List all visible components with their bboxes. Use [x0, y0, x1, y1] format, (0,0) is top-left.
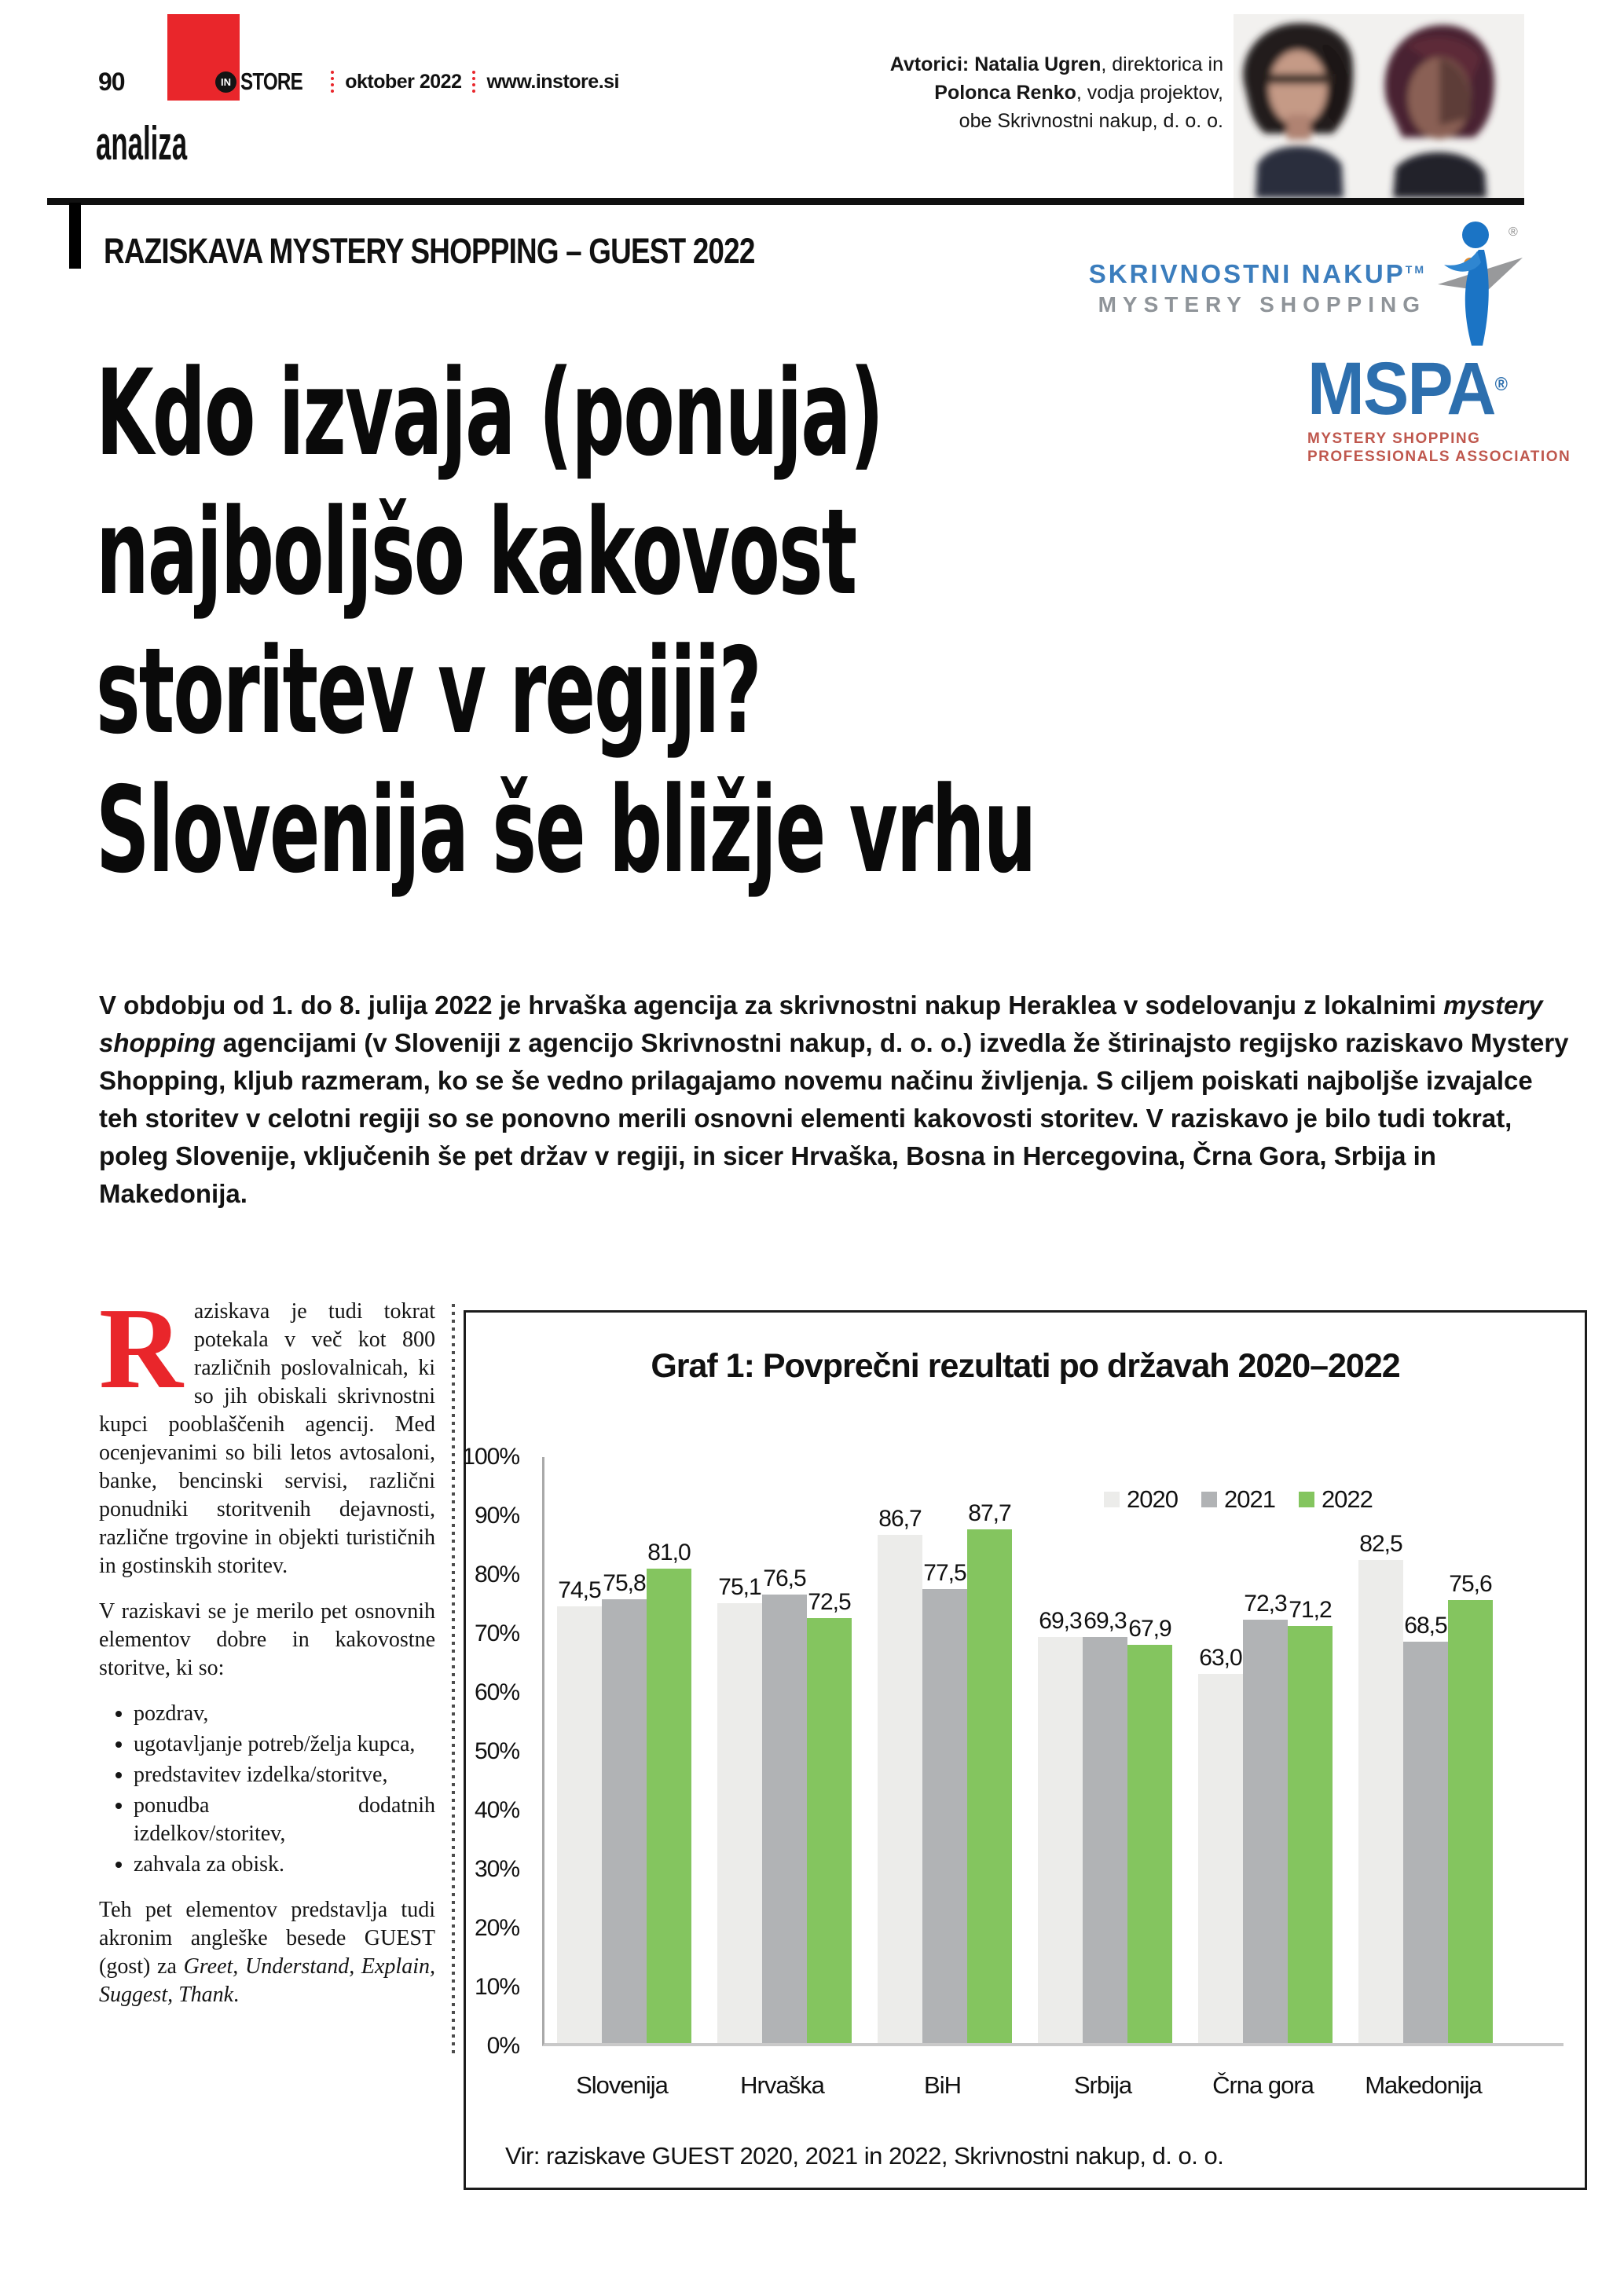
chart-container — [464, 1310, 1587, 2190]
bar-group-Srbija — [1038, 1457, 1172, 2043]
bullet-item: • pozdrav, — [134, 1700, 435, 1728]
y-tick-label: 70% — [474, 1620, 519, 1646]
bar-wrap — [1083, 1457, 1127, 2043]
authors-line-1: Avtorici: Natalia Ugren, direktorica in — [889, 53, 1223, 75]
bar-2020-Srbija — [1038, 1637, 1083, 2043]
chart-source: Vir: raziskave GUEST 2020, 2021 in 2022, Skrivnostni nakup, d. o. o. — [505, 2142, 1224, 2170]
bar-2020-Črna gora — [1198, 1674, 1243, 2043]
bullet-list — [99, 1700, 435, 1879]
chart-title: Graf 1: Povprečni rezultati po državah 2020–2022 — [651, 1347, 1400, 1385]
website-url: www.instore.si — [486, 70, 619, 93]
kicker-text: RAZISKAVA MYSTERY SHOPPING – GUEST 2022 — [104, 231, 755, 271]
registered-mark: ® — [1509, 225, 1518, 239]
bar-value-label: 69,3 — [1083, 1608, 1127, 1635]
category-labels — [542, 2071, 1564, 2100]
bullet-item: • ponudba dodatnih izdelkov/storitev, — [134, 1792, 435, 1848]
mspa-logo-name: MSPA® — [1307, 347, 1508, 430]
bar-wrap — [717, 1457, 762, 2043]
store-logo-text: STORE — [240, 68, 302, 95]
bar-2022-Hrvaška — [807, 1618, 852, 2043]
headline-line-3: storitev v regiji? — [96, 622, 761, 760]
bar-value-label: 72,3 — [1244, 1590, 1287, 1617]
bar-2022-Slovenija — [647, 1569, 691, 2043]
bar-2021-Srbija — [1083, 1637, 1127, 2043]
bar-2021-Hrvaška — [762, 1595, 807, 2043]
lead-paragraph: V obdobju od 1. do 8. julija 2022 je hrvaška agencija za skrivnostni nakup Heraklea v sodelovanju z lokalnimi mystery shopping agencijami (v Sloveniji z agencijo Skrivnostni nakup, d. o. o.) izvedla že štirinajsto regijsko raziskavo Mystery Shopping, kljub razmeram, ko se še vedno prilagajamo novemu načinu življenja. S ciljem poiskati najboljše izvajalce teh storitev v celotni regiji so se ponovno merili osnovni elementi kakovosti storitev. V raziskavo je bilo tudi tokrat, poleg Slovenije, vključenih še pet držav v regiji, in sicer Hrvaška, Bosna in Hercegovina, Črna Gora, Srbija in Makedonija. — [99, 991, 1569, 1208]
skrivnostni-nakup-logo-line2: MYSTERY SHOPPING — [1098, 292, 1426, 317]
bar-2020-BiH — [878, 1535, 922, 2043]
bar-wrap — [1243, 1457, 1288, 2043]
bar-value-label: 74,5 — [558, 1577, 601, 1604]
section-title: analiza — [96, 117, 188, 170]
body-paragraph-3: Teh pet elementov predstavlja tudi akronim angleške besede GUEST (gost) za Greet, Understand, Explain, Suggest, Thank. — [99, 1898, 435, 2007]
bar-2020-Makedonija — [1358, 1560, 1403, 2043]
legend-label: 2020 — [1127, 1485, 1178, 1513]
y-tick-label: 40% — [474, 1797, 519, 1823]
bar-group-Hrvaška — [717, 1457, 852, 2043]
bar-value-label: 76,5 — [763, 1565, 806, 1592]
bar-group-Makedonija — [1358, 1457, 1493, 2043]
y-tick-label: 0% — [486, 2033, 519, 2059]
bar-2021-Makedonija — [1403, 1642, 1448, 2043]
bar-group-Slovenija — [557, 1457, 691, 2043]
bar-2022-Makedonija — [1448, 1600, 1493, 2043]
bar-value-label: 77,5 — [923, 1559, 966, 1586]
bar-value-label: 87,7 — [968, 1500, 1011, 1526]
bar-value-label: 71,2 — [1289, 1596, 1332, 1623]
bar-wrap — [1288, 1457, 1333, 2043]
column-dotted-divider — [452, 1304, 455, 2058]
mspa-logo — [1307, 347, 1606, 466]
legend-label: 2022 — [1321, 1485, 1373, 1513]
bar-wrap — [878, 1457, 922, 2043]
y-axis-labels — [462, 1444, 532, 2059]
mspa-logo-subtitle: MYSTERY SHOPPING PROFESSIONALS ASSOCIATION — [1307, 430, 1571, 465]
bar-wrap — [1403, 1457, 1448, 2043]
headline-line-4: Slovenija še bližje vrhu — [96, 761, 1036, 899]
dotted-separator — [472, 71, 475, 93]
bar-2020-Slovenija — [557, 1606, 602, 2043]
bar-wrap — [1448, 1457, 1493, 2043]
headline-line-1: Kdo izvaja (ponuja) — [96, 344, 883, 482]
bar-value-label: 75,1 — [718, 1573, 761, 1600]
category-label: Črna gora — [1212, 2071, 1314, 2099]
y-tick-label: 10% — [474, 1974, 519, 2000]
bar-2021-BiH — [922, 1589, 967, 2043]
bar-wrap — [1038, 1457, 1083, 2043]
bar-value-label: 81,0 — [647, 1539, 691, 1565]
bar-2020-Hrvaška — [717, 1603, 762, 2043]
article-headline — [96, 344, 1036, 900]
y-tick-label: 20% — [474, 1915, 519, 1941]
bar-wrap — [1127, 1457, 1172, 2043]
bar-2022-Srbija — [1127, 1645, 1172, 2043]
bar-value-label: 72,5 — [808, 1589, 851, 1616]
registered-mark: ® — [1494, 374, 1508, 395]
body-paragraph-1: Raziskava je tudi tokrat potekala v več kot 800 različnih poslovalnicah, ki so jih obiskali skrivnostni kupci pooblaščenih agencij. Med ocenjevanimi so bili letos avtosaloni, banke, bencinski servisi, različni ponudniki storitvenih dejavnosti, različne trgovine in objekti turističnih in gostinskih storitev. — [99, 1284, 435, 1578]
bar-wrap — [967, 1457, 1012, 2043]
bar-group-BiH — [878, 1457, 1012, 2043]
authors-photo — [1234, 14, 1524, 198]
skrivnostni-nakup-logo-line1: SKRIVNOSTNI NAKUP™ — [1088, 259, 1426, 288]
y-tick-label: 90% — [474, 1503, 519, 1529]
bar-value-label: 82,5 — [1359, 1530, 1402, 1557]
bar-2021-Slovenija — [602, 1599, 647, 2043]
in-logo-disc: IN — [215, 71, 236, 93]
y-tick-label: 50% — [474, 1738, 519, 1764]
bar-wrap — [557, 1457, 602, 2043]
category-label: Slovenija — [576, 2071, 668, 2099]
kicker-bar — [69, 203, 81, 269]
bar-value-label: 75,8 — [603, 1569, 646, 1596]
bar-value-label: 63,0 — [1199, 1645, 1242, 1672]
bar-value-label: 67,9 — [1128, 1616, 1171, 1642]
bullet-item: • zahvala za obisk. — [134, 1851, 435, 1879]
y-tick-label: 60% — [474, 1679, 519, 1705]
y-tick-label: 100% — [462, 1444, 519, 1470]
legend-label: 2021 — [1223, 1485, 1275, 1513]
lead-italic: mystery shopping — [99, 991, 1543, 1057]
category-label: Srbija — [1073, 2071, 1132, 2099]
skrivnostni-nakup-logo — [1021, 259, 1426, 317]
category-label: Hrvaška — [740, 2071, 824, 2099]
bar-2022-BiH — [967, 1529, 1012, 2043]
bar-2022-Črna gora — [1288, 1626, 1333, 2043]
bar-wrap — [647, 1457, 691, 2043]
bar-2021-Črna gora — [1243, 1620, 1288, 2043]
bar-wrap — [762, 1457, 807, 2043]
masthead — [215, 69, 619, 94]
body-paragraph-2: V raziskavi se je merilo pet osnovnih elementov dobre in kakovostne storitve, ki so: — [99, 1599, 435, 1680]
skrivnostni-figure-icon — [1432, 215, 1524, 347]
body-column — [99, 1284, 435, 2027]
authors-line-3: obe Skrivnostni nakup, d. o. o. — [959, 110, 1223, 132]
bar-wrap — [1198, 1457, 1243, 2043]
authors-line-2: Polonca Renko, vodja projektov, — [934, 82, 1223, 104]
bar-value-label: 68,5 — [1404, 1613, 1447, 1639]
header-rule — [47, 198, 1524, 205]
issue-date: oktober 2022 — [345, 70, 462, 93]
y-tick-label: 30% — [474, 1856, 519, 1882]
bar-group-Črna gora — [1198, 1457, 1333, 2043]
category-label: BiH — [924, 2071, 961, 2099]
category-label: Makedonija — [1365, 2071, 1482, 2099]
bar-wrap — [1358, 1457, 1403, 2043]
bar-value-label: 86,7 — [878, 1506, 922, 1532]
y-tick-label: 80% — [474, 1562, 519, 1587]
drop-cap: R — [99, 1284, 183, 1413]
bar-value-label: 69,3 — [1039, 1608, 1082, 1635]
dotted-separator — [331, 71, 334, 93]
bullet-item: • predstavitev izdelka/storitve, — [134, 1761, 435, 1789]
bar-wrap — [602, 1457, 647, 2043]
bar-wrap — [922, 1457, 967, 2043]
tm-mark: TM — [1405, 263, 1426, 276]
bullet-item: • ugotavljanje potreb/želja kupca, — [134, 1730, 435, 1759]
bar-value-label: 75,6 — [1449, 1571, 1492, 1598]
guest-acronym-italic: Greet, Understand, Explain, Suggest, Thank — [99, 1954, 435, 2007]
bar-wrap — [807, 1457, 852, 2043]
headline-line-2: najboljšo kakovost — [96, 483, 856, 621]
plot-groups — [542, 1457, 1564, 2046]
page-number: 90 — [98, 68, 125, 96]
authors-block — [890, 50, 1223, 135]
